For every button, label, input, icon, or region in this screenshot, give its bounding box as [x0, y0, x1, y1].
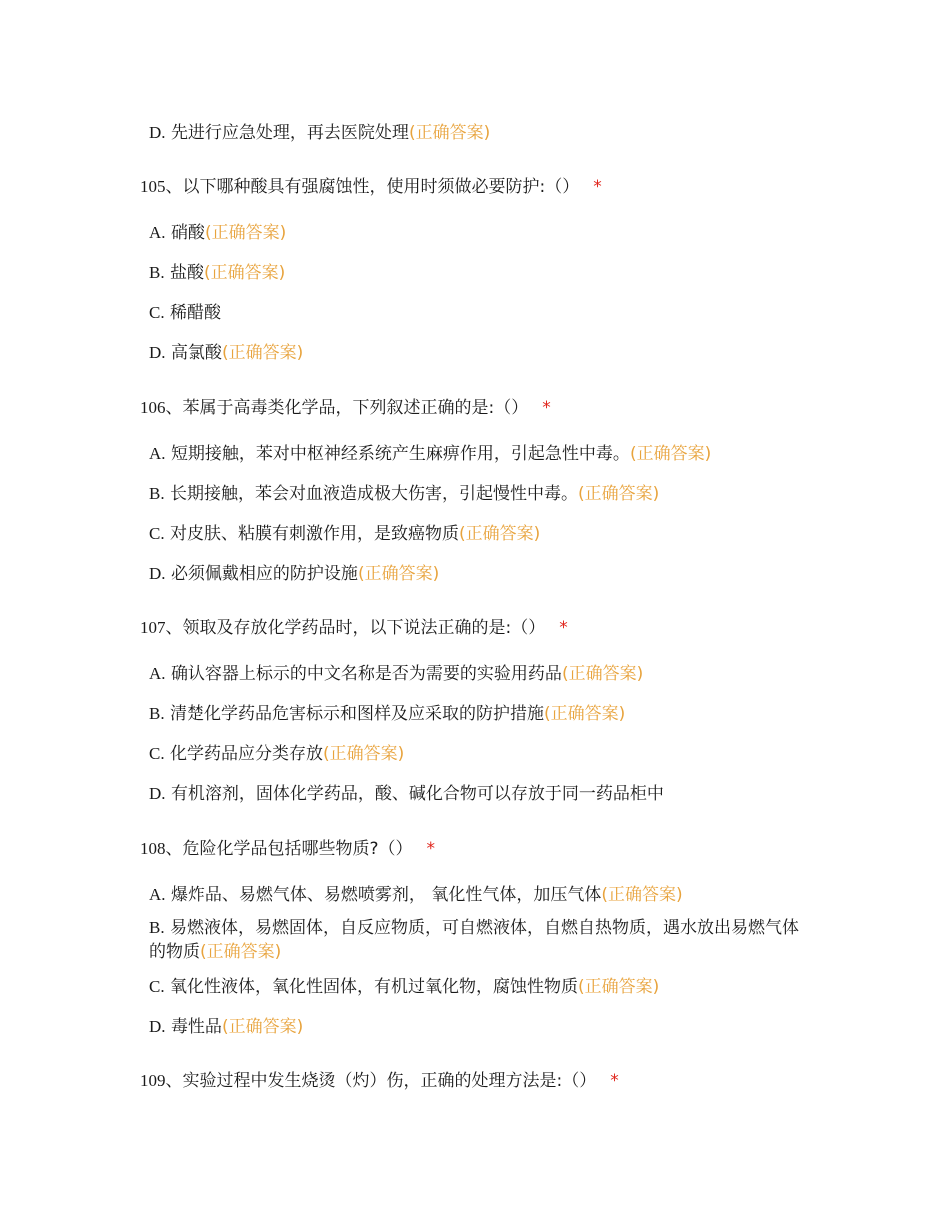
- correct-answer-tag: (正确答案): [221, 1017, 304, 1037]
- option-letter: B.: [149, 918, 165, 937]
- question-number: 105: [140, 177, 166, 196]
- option-row: [149, 442, 711, 466]
- option-letter: D.: [149, 123, 166, 142]
- option-text: 易燃液体，易燃固体，自反应物质，可自燃液体，自燃自热物质，遇水放出易燃气体的物质: [149, 918, 799, 962]
- required-asterisk: *: [593, 177, 602, 197]
- option-letter: D.: [149, 784, 166, 803]
- correct-answer-tag: (正确答案): [601, 885, 683, 905]
- option-row: [149, 662, 643, 686]
- option-text: 有机溶剂，固体化学药品，酸、碱化合物可以存放于同一药品柜中: [170, 784, 664, 804]
- option-text: 清楚化学药品危害标示和图样及应采取的防护措施: [170, 704, 544, 724]
- option-letter: B.: [149, 704, 165, 723]
- question-text: 、苯属于高毒类化学品，下列叙述正确的是:（）: [165, 398, 529, 418]
- option-letter: C.: [149, 524, 165, 543]
- option-row: [149, 782, 664, 806]
- option-row: [149, 261, 285, 285]
- option-text: 确认容器上标示的中文名称是否为需要的实验用药品: [170, 664, 562, 684]
- option-row: [149, 1015, 303, 1039]
- option-text: 稀醋酸: [170, 303, 221, 323]
- option-text: 高氯酸: [170, 343, 222, 363]
- question-title: [140, 837, 435, 861]
- correct-answer-tag: (正确答案): [357, 564, 440, 584]
- option-text: 对皮肤、粘膜有刺激作用，是致癌物质: [170, 524, 459, 544]
- correct-answer-tag: (正确答案): [200, 942, 282, 962]
- question-number: 106: [140, 398, 166, 417]
- option-text: 短期接触，苯对中枢神经系统产生麻痹作用，引起急性中毒。: [170, 444, 630, 464]
- correct-answer-tag: (正确答案): [408, 123, 491, 143]
- option-text: 必须佩戴相应的防护设施: [170, 564, 358, 584]
- required-asterisk: *: [426, 839, 436, 859]
- option-letter: C.: [149, 744, 165, 763]
- option-row: [149, 221, 286, 245]
- required-asterisk: *: [559, 618, 568, 638]
- option-row: [149, 482, 659, 506]
- option-letter: A.: [149, 223, 166, 242]
- option-text: 爆炸品、易燃气体、易燃喷雾剂， 氧化性气体，加压气体: [170, 885, 602, 905]
- correct-answer-tag: (正确答案): [578, 484, 660, 504]
- correct-answer-tag: (正确答案): [204, 223, 287, 243]
- question-title: [140, 396, 551, 420]
- option-letter: C.: [149, 303, 165, 322]
- option-row: [149, 301, 221, 325]
- required-asterisk: *: [542, 398, 551, 418]
- question-title: [140, 175, 602, 199]
- option-row: [149, 742, 404, 766]
- correct-answer-tag: (正确答案): [561, 664, 644, 684]
- correct-answer-tag: (正确答案): [544, 704, 626, 724]
- correct-answer-tag: (正确答案): [459, 524, 541, 544]
- question-text: 、领取及存放化学药品时，以下说法正确的是:（）: [165, 618, 546, 638]
- option-row: [149, 341, 303, 365]
- option-letter: D.: [149, 1017, 166, 1036]
- option-row: [149, 975, 659, 999]
- question-title: [140, 616, 568, 640]
- option-letter: A.: [149, 444, 166, 463]
- option-letter: B.: [149, 484, 165, 503]
- correct-answer-tag: (正确答案): [578, 977, 660, 997]
- option-letter: D.: [149, 343, 166, 362]
- question-text: 、以下哪种酸具有强腐蚀性，使用时须做必要防护:（）: [165, 177, 580, 197]
- question-number: 107: [140, 618, 166, 637]
- option-letter: A.: [149, 664, 166, 683]
- option-letter: A.: [149, 885, 166, 904]
- option-text: 先进行应急处理，再去医院处理: [170, 123, 409, 143]
- option-text: 化学药品应分类存放: [170, 744, 323, 764]
- question-number: 109: [140, 1071, 166, 1090]
- option-row: [149, 562, 439, 586]
- option-row: [149, 522, 540, 546]
- option-row: [149, 916, 799, 964]
- question-text: 、危险化学品包括哪些物质?（）: [165, 839, 413, 859]
- option-row: [149, 883, 683, 907]
- option-letter: D.: [149, 564, 166, 583]
- option-row: [149, 702, 625, 726]
- option-text: 毒性品: [170, 1017, 222, 1037]
- correct-answer-tag: (正确答案): [204, 263, 286, 283]
- correct-answer-tag: (正确答案): [629, 444, 712, 464]
- option-letter: C.: [149, 977, 165, 996]
- question-number: 108: [140, 839, 166, 858]
- correct-answer-tag: (正确答案): [323, 744, 405, 764]
- required-asterisk: *: [610, 1071, 619, 1091]
- option-text: 长期接触，苯会对血液造成极大伤害，引起慢性中毒。: [170, 484, 578, 504]
- correct-answer-tag: (正确答案): [221, 343, 304, 363]
- question-text: 、实验过程中发生烧烫（灼）伤，正确的处理方法是:（）: [165, 1071, 597, 1091]
- option-row: [149, 121, 490, 145]
- option-text: 氧化性液体，氧化性固体，有机过氧化物，腐蚀性物质: [170, 977, 578, 997]
- option-text: 盐酸: [170, 263, 204, 283]
- option-text: 硝酸: [170, 223, 205, 243]
- option-letter: B.: [149, 263, 165, 282]
- question-title: [140, 1069, 619, 1093]
